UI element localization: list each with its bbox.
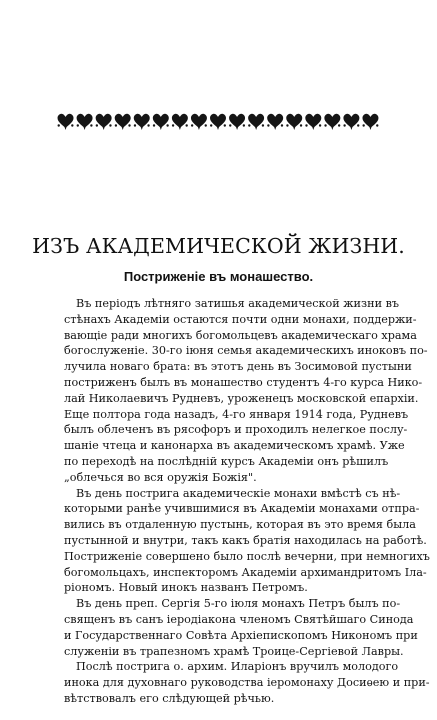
fleuron-icon <box>229 114 245 130</box>
text-line: лучила новаго брата: въ этотъ день въ Зосимовой пустыни <box>64 360 412 374</box>
text-line: Еще полтора года назадъ, 4-го января 1914 года, Рудневъ <box>64 407 409 421</box>
fleuron-icon <box>134 114 150 130</box>
text-line: вились въ отдаленную пустынь, которая въ это время была <box>64 518 416 532</box>
text-line: служеніи въ трапезномъ храмѣ Троице-Сергіевой Лавры. <box>64 644 404 658</box>
text-line: Въ день пострига академическіе монахи вмѣстѣ съ нѣ- <box>76 486 401 500</box>
fleuron-icon <box>362 114 378 130</box>
text-line: Въ день преп. Сергія 5-го іюля монахъ Петръ былъ по- <box>76 597 401 611</box>
fleuron-icon <box>343 114 359 130</box>
fleuron-icon <box>305 114 321 130</box>
text-line: Постриженіе совершено было послѣ вечерни, при немногихъ <box>64 549 430 563</box>
ornament-band <box>56 112 380 130</box>
text-line: вѣтствовалъ его слѣдующей рѣчью. <box>64 691 275 705</box>
text-line: пустынной и внутри, такъ какъ братія находилась на работѣ. <box>64 533 427 547</box>
fleuron-icon <box>96 114 112 130</box>
paragraph <box>64 486 430 597</box>
text-line: лай Николаевичъ Рудневъ, уроженецъ московской епархіи. <box>64 391 419 405</box>
text-line: „облечься во вся оружія Божія". <box>64 470 257 484</box>
article-body <box>64 296 430 707</box>
fleuron-icon <box>77 114 93 130</box>
fleuron-icon <box>191 114 207 130</box>
paragraph <box>64 296 428 486</box>
fleuron-icon <box>153 114 169 130</box>
text-line: стѣнахъ Академіи остаются почти одни монахи, поддержи- <box>64 312 417 326</box>
article-subtitle: Постриженіе въ монашество. <box>123 269 314 284</box>
fleuron-icon <box>115 114 131 130</box>
text-line: ріономъ. Новый инокъ названъ Петромъ. <box>64 581 308 595</box>
text-line: богомольцахъ, инспекторомъ Академіи архимандритомъ Іла- <box>64 565 427 579</box>
fleuron-icon <box>172 114 188 130</box>
fleuron-icon <box>267 114 283 130</box>
text-line: которыми ранѣе учившимися въ Академіи монахами отпра- <box>64 502 420 516</box>
text-line: Въ періодъ лѣтняго затишья академической жизни въ <box>76 297 400 310</box>
fleuron-icon <box>248 114 264 130</box>
paragraph <box>64 596 418 659</box>
text-line: богослуженіе. 30-го іюня семья академическихъ иноковъ по- <box>64 344 428 358</box>
fleuron-icon <box>210 114 226 130</box>
text-line: инока для духовнаго руководства іеромонаху Досиѳею и при- <box>64 676 430 690</box>
fleuron-icon <box>286 114 302 130</box>
fleuron-ornament-icon <box>56 112 380 130</box>
text-line: шаніе чтеца и канонарха въ академическомъ храмѣ. Уже <box>64 439 405 453</box>
text-line: по переходѣ на послѣдній курсъ Академіи онъ рѣшилъ <box>64 454 389 468</box>
text-line: священъ въ санъ іеродіакона членомъ Святѣйшаго Синода <box>64 612 414 626</box>
text-line: вающіе ради многихъ богомольцевъ академическаго храма <box>64 328 417 342</box>
text-line: Послѣ пострига о. архим. Иларіонъ вручилъ молодого <box>76 660 399 674</box>
paragraph <box>64 659 430 706</box>
text-line: былъ облеченъ въ рясофоръ и проходилъ нелегкое послу- <box>64 423 408 437</box>
text-line: и Государственнаго Совѣта Архіепископомъ Никономъ при <box>64 628 418 642</box>
article-title: ИЗЪ АКАДЕМИЧЕСКОЙ ЖИЗНИ. <box>32 234 405 258</box>
fleuron-icon <box>324 114 340 130</box>
fleuron-icon <box>58 114 74 130</box>
text-line: постриженъ былъ въ монашество студентъ 4-го курса Нико- <box>64 375 423 389</box>
